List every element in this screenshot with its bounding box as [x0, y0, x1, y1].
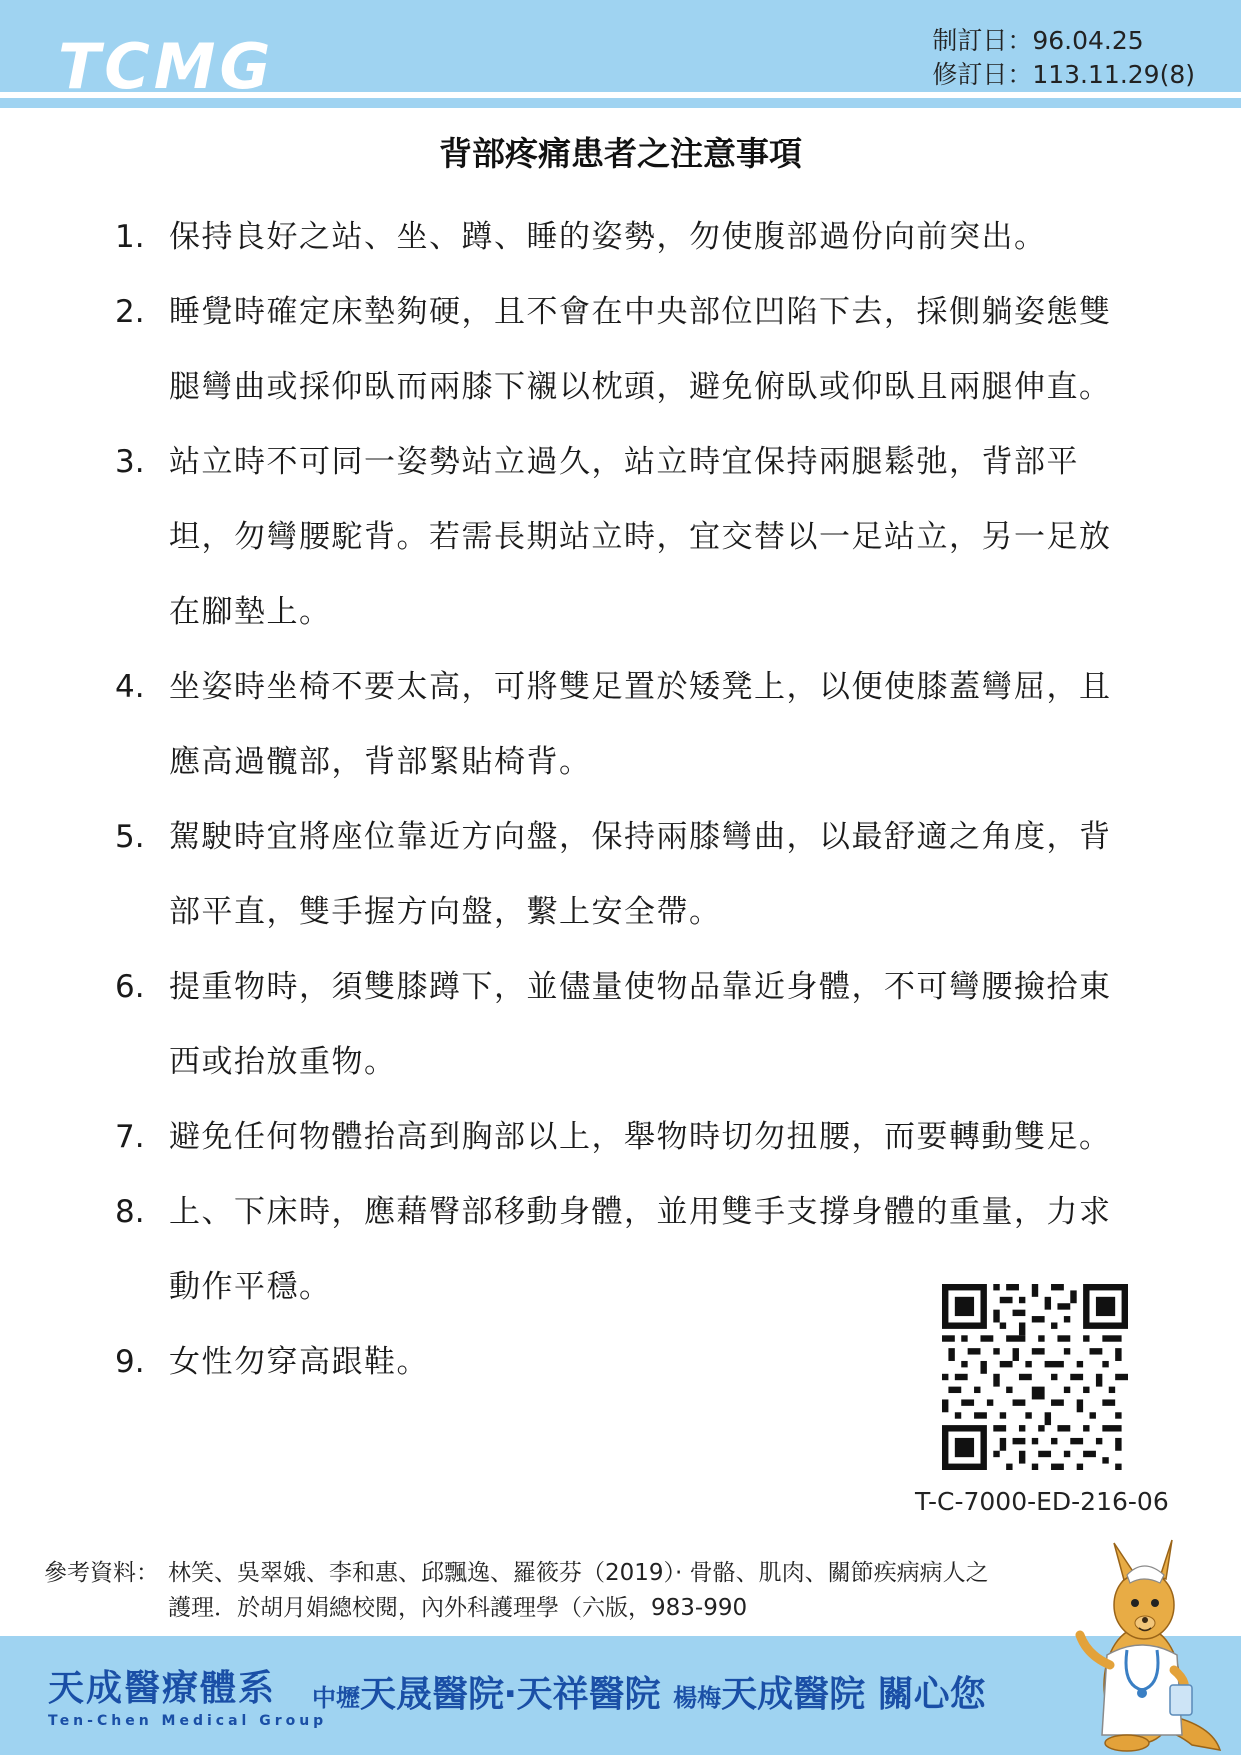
list-item [115, 650, 1135, 800]
document-code: T-C-7000-ED-216-06 [915, 1487, 1169, 1516]
references-label: 參考資料： [44, 1560, 159, 1586]
item-text: 避免任何物體抬高到胸部以上，舉物時切勿扭腰，而要轉動雙足。 [169, 1119, 1112, 1155]
list-item [115, 950, 1135, 1100]
list-item [115, 800, 1135, 950]
item-text: 女性勿穿高跟鞋。 [169, 1344, 429, 1380]
location-yangmei: 楊梅 [673, 1684, 722, 1712]
item-number: 3. [115, 444, 145, 480]
item-number: 8. [115, 1194, 145, 1230]
list-item [115, 200, 1135, 275]
established-date: 制訂日：96.04.25 [932, 26, 1144, 55]
precaution-list [115, 200, 1135, 1400]
hospital-group-2: 天成醫院 [721, 1674, 866, 1715]
kangaroo-doctor-mascot-icon [1072, 1535, 1222, 1755]
hospital-group-1: 天晟醫院‧天祥醫院 [360, 1674, 661, 1715]
item-number: 6. [115, 969, 145, 1005]
date-info [932, 24, 1195, 92]
item-number: 4. [115, 669, 145, 705]
page-title: 背部疼痛患者之注意事項 [439, 134, 802, 173]
item-number: 7. [115, 1119, 145, 1155]
item-number: 2. [115, 294, 145, 330]
reference-text-1: 林笑、吳翠娥、李和惠、邱飄逸、羅筱芬（2019）· 骨骼、肌肉、關節疾病病人之 [168, 1560, 989, 1586]
item-text: 站立時不可同一姿勢站立過久，站立時宜保持兩腿鬆弛，背部平坦，勿彎腰駝背。若需長期站立時，宜交替以一足站立，另一足放在腳墊上。 [169, 444, 1112, 630]
list-item [115, 425, 1135, 650]
hospital-names [312, 1666, 986, 1717]
reference-line-1 [44, 1556, 1084, 1591]
group-logo [48, 1660, 327, 1729]
qr-code-icon[interactable] [942, 1284, 1128, 1470]
item-text: 睡覺時確定床墊夠硬，且不會在中央部位凹陷下去，採側躺姿態雙腿彎曲或採仰臥而兩膝下襯以枕頭，避免俯臥或仰臥且兩腿伸直。 [169, 294, 1112, 405]
location-zhongli: 中壢 [312, 1684, 360, 1712]
references [44, 1556, 1084, 1626]
item-text: 保持良好之站、坐、蹲、睡的姿勢，勿使腹部過份向前突出。 [169, 219, 1047, 255]
reference-text-2: 護理．於胡月娟總校閱，內外科護理學（六版，983-990 [168, 1595, 748, 1621]
item-number: 1. [115, 219, 145, 255]
item-text: 駕駛時宜將座位靠近方向盤，保持兩膝彎曲，以最舒適之角度，背部平直，雙手握方向盤，繫上安全帶。 [169, 819, 1112, 930]
item-number: 9. [115, 1344, 145, 1380]
list-item [115, 1100, 1135, 1175]
slogan: 關心您 [877, 1674, 986, 1715]
group-english-name: Ten-Chen Medical Group [48, 1713, 328, 1729]
item-number: 5. [115, 819, 145, 855]
tcmg-logo: TCMG [58, 30, 275, 103]
list-item [115, 275, 1135, 425]
revised-date: 修訂日：113.11.29(8) [932, 60, 1195, 89]
group-name: 天成醫療體系 [48, 1668, 277, 1709]
item-text: 坐姿時坐椅不要太高，可將雙足置於矮凳上，以便使膝蓋彎屈，且應高過髖部，背部緊貼椅背。 [169, 669, 1112, 780]
item-text: 提重物時，須雙膝蹲下，並儘量使物品靠近身體，不可彎腰撿拾東西或抬放重物。 [169, 969, 1112, 1080]
item-text: 上、下床時，應藉臀部移動身體，並用雙手支撐身體的重量，力求動作平穩。 [169, 1194, 1112, 1305]
